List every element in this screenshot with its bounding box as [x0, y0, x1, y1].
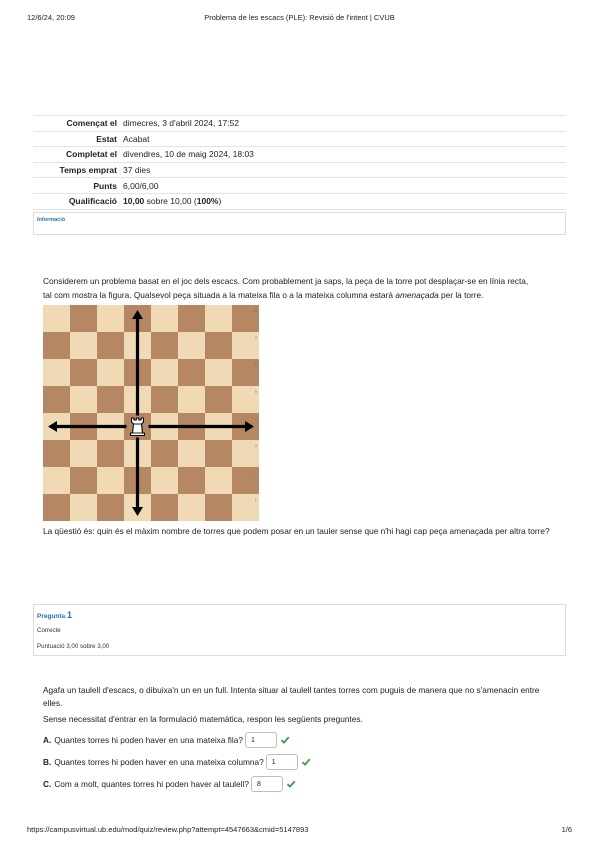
answer-question: Quantes torres hi poden haver en una mateixa fila?: [54, 735, 243, 745]
content-paragraph-2: Sense necessitat d'entrar en la formulació matemàtica, respon les següents preguntes.: [43, 714, 363, 724]
print-header: [27, 13, 572, 25]
answer-question: Com a molt, quantes torres hi poden haver al taulell?: [54, 779, 249, 789]
summary-label: Començat el: [33, 116, 123, 132]
attempt-summary-table: [33, 115, 566, 210]
rank-label: 5: [254, 390, 257, 394]
answer-row-b: [43, 753, 311, 771]
answer-letter: C.: [43, 779, 52, 789]
grade-percent: 100%: [196, 196, 219, 207]
answer-row-a: [43, 731, 290, 749]
summary-value: divendres, 10 de maig 2024, 18:03: [123, 147, 566, 163]
board-square: [97, 305, 124, 332]
answer-question: Quantes torres hi poden haver en una mateixa columna?: [54, 757, 264, 767]
board-square: [205, 386, 232, 413]
summary-row: [33, 178, 566, 194]
board-square: [70, 440, 97, 467]
answer-row-c: [43, 775, 296, 793]
board-square: [70, 386, 97, 413]
summary-label: Estat: [33, 131, 123, 147]
board-square: [97, 467, 124, 494]
rank-label: 3: [254, 444, 257, 448]
board-square: [70, 305, 97, 332]
board-square: [97, 494, 124, 521]
board-square: [151, 440, 178, 467]
question-prefix: Pregunta: [37, 613, 67, 620]
board-square: [43, 305, 70, 332]
chess-board-figure: [43, 305, 259, 521]
board-square: [178, 440, 205, 467]
board-square: [70, 494, 97, 521]
summary-value: 6,00/6,00: [123, 178, 566, 194]
board-square: [43, 467, 70, 494]
rank-label: 7: [254, 336, 257, 340]
summary-row: [33, 147, 566, 163]
print-page-title: Problema de les escacs (PLE): Revisió de l'intent | CVUB: [204, 13, 395, 22]
board-square: [43, 494, 70, 521]
print-page-number: 1/6: [561, 825, 572, 834]
check-icon: [286, 779, 296, 789]
summary-value: Acabat: [123, 131, 566, 147]
question-grade: Puntuació 3,00 sobre 3,00: [37, 643, 110, 650]
board-square: [151, 332, 178, 359]
question-number: [37, 610, 72, 620]
answer-letter: B.: [43, 757, 52, 767]
board-square: [151, 386, 178, 413]
summary-label: Punts: [33, 178, 123, 194]
grade-mid: sobre 10,00 (: [144, 196, 197, 207]
board-square: [178, 305, 205, 332]
summary-value: 37 dies: [123, 162, 566, 178]
board-square: [178, 386, 205, 413]
intro-text: [43, 275, 558, 302]
board-square: [178, 467, 205, 494]
answer-input-c[interactable]: 8: [251, 776, 283, 792]
board-square: [151, 467, 178, 494]
answer-input-a[interactable]: 1: [245, 732, 277, 748]
print-url: https://campusvirtual.ub.edu/mod/quiz/review.php?attempt=4547663&cmid=5147893: [27, 825, 309, 834]
board-square: [97, 386, 124, 413]
grade-end: ): [218, 196, 222, 207]
rank-label: 1: [254, 498, 257, 502]
question-state: Correcte: [37, 627, 61, 634]
print-timestamp: 12/6/24, 20:09: [27, 13, 75, 22]
board-square: [43, 332, 70, 359]
question-number-value: 1: [66, 610, 72, 620]
question-info-box: [33, 604, 566, 656]
question-content: [43, 684, 558, 726]
intro-line-2: [43, 289, 558, 303]
board-square: [43, 440, 70, 467]
check-icon: [301, 757, 311, 767]
check-icon: [280, 735, 290, 745]
board-square: [205, 305, 232, 332]
summary-row: [33, 193, 566, 209]
intro-line-2-pre: tal com mostra la figura. Qualsevol peça situada a la mateixa fila o a la mateixa columna estarà: [43, 289, 396, 300]
intro-line-1: Considerem un problema basat en el joc dels escacs. Com probablement ja saps, la peça de la torre pot desplaçar-se en línia recta,: [43, 276, 529, 286]
summary-label: Qualificació: [33, 193, 123, 209]
board-square: [43, 359, 70, 386]
summary-label: Completat el: [33, 147, 123, 163]
board-square: [70, 332, 97, 359]
rank-label: 8: [254, 309, 257, 313]
board-square: [97, 440, 124, 467]
content-paragraph-1: Agafa un taulell d'escacs, o dibuixa'n un en un full. Intenta situar al taulell tantes torres com puguis de manera que no s'amenacin entre elles.: [43, 685, 540, 708]
board-square: [151, 494, 178, 521]
board-square: [205, 332, 232, 359]
board-square: [178, 494, 205, 521]
grade-score: 10,00: [123, 196, 145, 207]
rank-label: 2: [254, 471, 257, 475]
summary-value: dimecres, 3 d'abril 2024, 17:52: [123, 116, 566, 132]
summary-row: [33, 162, 566, 178]
summary-row: [33, 116, 566, 132]
board-square: [70, 467, 97, 494]
board-square: [70, 359, 97, 386]
board-square: [97, 332, 124, 359]
board-square: [205, 440, 232, 467]
question-text: La qüestió és: quin és el màxim nombre de torres que podem posar en un tauler sense que n'hi hagi cap peça amenaçada per altra torre?: [43, 526, 550, 536]
board-square: [205, 359, 232, 386]
intro-emphasis: amenaçada: [395, 289, 439, 300]
board-square: [205, 494, 232, 521]
rank-label: 4: [254, 417, 257, 421]
board-square: [178, 359, 205, 386]
summary-row: [33, 131, 566, 147]
board-square: [151, 305, 178, 332]
board-square: [178, 332, 205, 359]
board-square: [97, 359, 124, 386]
answer-input-b[interactable]: 1: [266, 754, 298, 770]
print-footer: [27, 825, 572, 837]
summary-label: Temps emprat: [33, 162, 123, 178]
information-box: [33, 212, 566, 235]
answer-letter: A.: [43, 735, 52, 745]
board-square: [151, 359, 178, 386]
board-square: [205, 467, 232, 494]
summary-grade-value: [123, 193, 566, 209]
rank-label: 6: [254, 363, 257, 367]
information-label: Informació: [37, 217, 66, 223]
intro-line-2-post: per la torre.: [438, 289, 484, 300]
board-square: [43, 386, 70, 413]
